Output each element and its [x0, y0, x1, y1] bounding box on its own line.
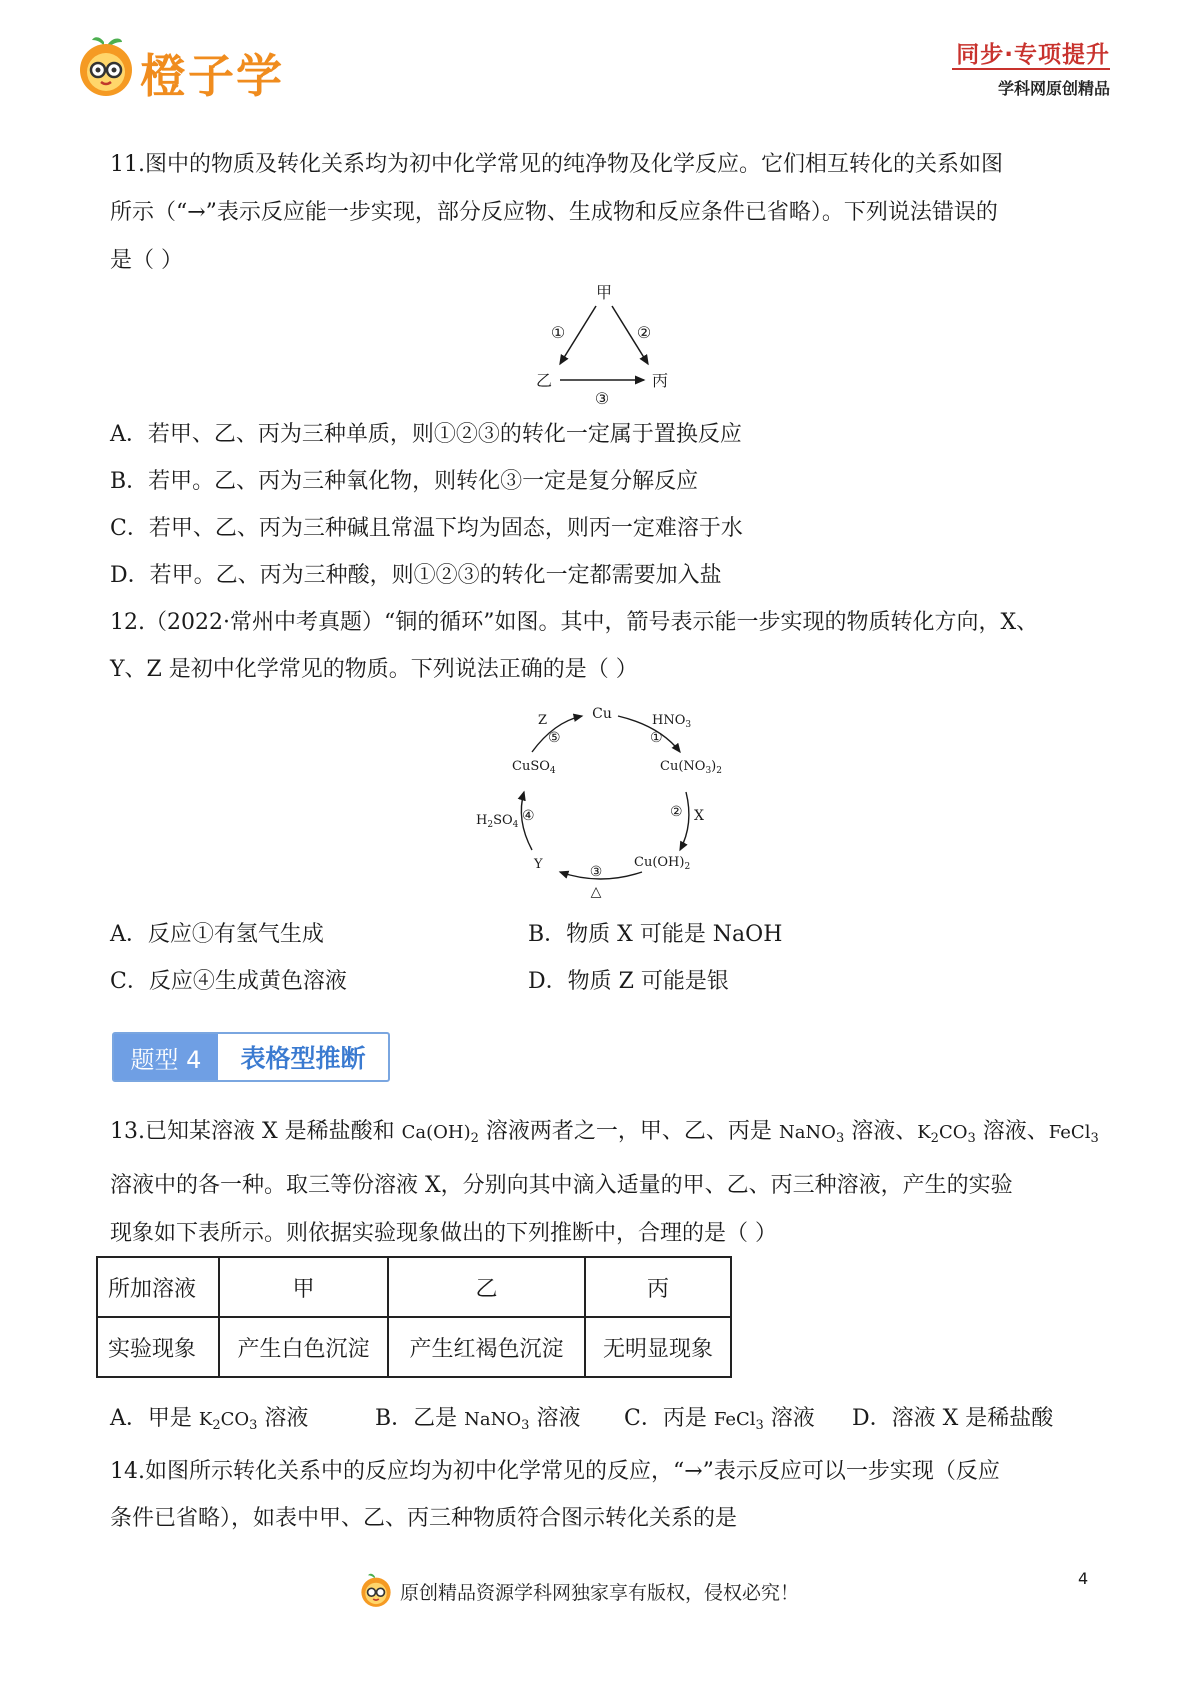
logo: [74, 34, 138, 98]
orange-mascot-icon: [358, 1572, 394, 1608]
q12-option-c: C．反应④生成黄色溶液: [110, 969, 347, 994]
q14-line2: 条件已省略），如表中甲、乙、丙三种物质符合图示转化关系的是: [110, 1506, 738, 1531]
q11-node-left: 乙: [535, 371, 553, 390]
q12-node-cuoh2: $Cu(OH)_2$: [634, 855, 691, 872]
q11-label-3: ③: [594, 389, 610, 408]
q12-label-3: ③: [589, 864, 603, 880]
table-cell: 产生红褐色沉淀: [388, 1317, 585, 1377]
q14-line1: 14.如图所示转化关系中的反应均为初中化学常见的反应，“→”表示反应可以一步实现（反应: [110, 1459, 1000, 1484]
header-tag-sub: 学科网原创精品: [997, 79, 1110, 98]
logo-text: 橙子学: [140, 49, 284, 103]
table-row: [97, 1257, 731, 1317]
q11-option-c: C．若甲、乙、丙为三种碱且常温下均为固态，则丙一定难溶于水: [110, 516, 743, 541]
table-row: [97, 1317, 731, 1377]
q11-label-2: ②: [636, 323, 652, 342]
q12-arrow-2: [680, 792, 689, 850]
table-cell: 丙: [585, 1257, 731, 1317]
q13-line1: 13.已知某溶液 X 是稀盐酸和 $Ca(OH)_2$ 溶液两者之一，甲、乙、丙是 NaNO$_3$ 溶液、$K_2CO_3$ 溶液、FeCl$_3$: [110, 1119, 1099, 1146]
q12-option-b: B．物质 X 可能是 NaOH: [528, 922, 783, 947]
section-badge: [112, 1032, 390, 1082]
q12-reagent-x: X: [694, 808, 704, 824]
q13-line2: 溶液中的各一种。取三等份溶液 X，分别向其中滴入适量的甲、乙、丙三种溶液，产生的实验: [110, 1173, 1013, 1198]
section-title: 表格型推断: [240, 1044, 366, 1073]
q12-node-cuso4: CuSO$_4$: [512, 759, 556, 776]
q13-line3: 现象如下表所示。则依据实验现象做出的下列推断中，合理的是（ ）: [110, 1221, 777, 1246]
table-cell: 所加溶液: [97, 1257, 219, 1317]
q12-label-1: ①: [650, 730, 663, 746]
q13-option-d: D．溶液 X 是稀盐酸: [852, 1406, 1054, 1431]
q12-copper-cycle-diagram: [470, 700, 730, 900]
table-cell: 乙: [388, 1257, 585, 1317]
section-label: 题型 4: [114, 1034, 218, 1080]
page-number: 4: [1078, 1569, 1089, 1588]
q11-line1: 11.图中的物质及转化关系均为初中化学常见的纯净物及化学反应。它们相互转化的关系如图: [110, 152, 1003, 177]
q12-label-2: ②: [670, 804, 683, 820]
q12-heat-symbol: △: [590, 884, 602, 900]
q11-node-top: 甲: [595, 283, 613, 302]
q12-reagent-hno3: $HNO_3$: [652, 713, 692, 730]
q11-option-b: B．若甲。乙、丙为三种氧化物，则转化③一定是复分解反应: [110, 469, 699, 494]
q11-arrow-1: [560, 306, 596, 364]
q12-label-4: ④: [522, 808, 535, 824]
q11-triangle-diagram: [520, 278, 680, 408]
q11-label-1: ①: [550, 323, 566, 342]
q12-option-a: A．反应①有氢气生成: [110, 922, 324, 947]
q13-option-c: C．丙是 FeCl$_3$ 溶液: [624, 1406, 815, 1433]
q12-node-cuno32: $Cu(NO_3)_2$: [660, 759, 722, 776]
q11-option-d: D．若甲。乙、丙为三种酸，则①②③的转化一定都需要加入盐: [110, 563, 722, 588]
q11-node-right: 丙: [651, 371, 669, 390]
q12-node-y: Y: [534, 857, 543, 872]
table-cell: 实验现象: [97, 1317, 219, 1377]
q11-line2: 所示（“→”表示反应能一步实现，部分反应物、生成物和反应条件已省略）。下列说法错误的: [110, 200, 998, 225]
q13-option-b: B．乙是 NaNO$_3$ 溶液: [375, 1406, 581, 1433]
footer-logo: [358, 1572, 394, 1608]
footer-copyright: 原创精品资源学科网独家享有版权，侵权必究！: [400, 1582, 800, 1604]
q12-option-d: D．物质 Z 可能是银: [528, 969, 729, 994]
table-cell: 产生白色沉淀: [219, 1317, 388, 1377]
q12-node-cu: Cu: [592, 706, 612, 722]
q12-line2: Y、Z 是初中化学常见的物质。下列说法正确的是（ ）: [110, 657, 638, 682]
orange-mascot-icon: [74, 34, 138, 98]
header-divider: [952, 68, 1110, 70]
header-tag-main: 同步·专项提升: [956, 42, 1110, 68]
q13-option-a: A．甲是 $K_2CO_3$ 溶液: [110, 1406, 309, 1433]
q12-reagent-z: Z: [538, 713, 548, 728]
q12-label-5: ⑤: [548, 730, 561, 746]
q11-option-a: A．若甲、乙、丙为三种单质，则①②③的转化一定属于置换反应: [110, 422, 742, 447]
table-cell: 甲: [219, 1257, 388, 1317]
q13-experiment-table: [96, 1256, 732, 1378]
table-cell: 无明显现象: [585, 1317, 731, 1377]
q12-line1: 12.（2022·常州中考真题）“铜的循环”如图。其中，箭号表示能一步实现的物质转化方向，X、: [110, 610, 1039, 635]
q11-line3: 是（ ）: [110, 248, 183, 273]
q12-reagent-h2so4: $H_2SO_4$: [476, 813, 519, 830]
